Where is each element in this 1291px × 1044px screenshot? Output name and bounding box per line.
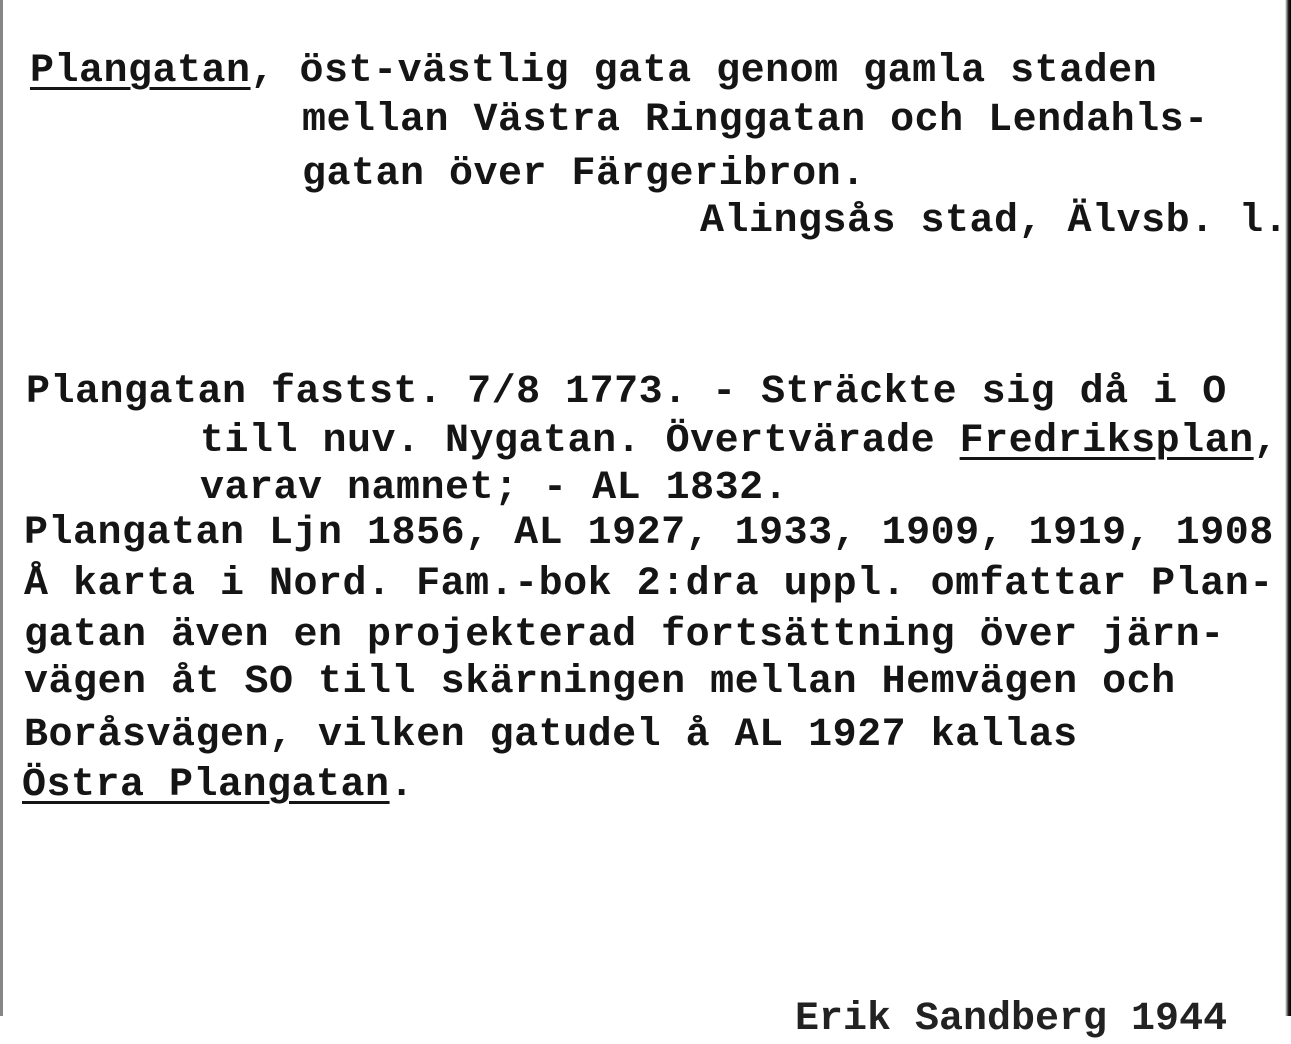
entry2-line2-post: , <box>1253 419 1279 464</box>
entry1-line2: mellan Västra Ringgatan och Lendahls- <box>302 98 1209 143</box>
entry3-line6 <box>22 762 414 810</box>
signature: Erik Sandberg 1944 <box>795 997 1228 1042</box>
card-left-edge <box>0 0 3 1016</box>
entry2-line2 <box>200 418 1278 466</box>
entry3-line4: vägen åt SO till skärningen mellan Hemvägen och <box>24 660 1176 705</box>
entry2-line2-pre: till nuv. Nygatan. Övertvärade <box>200 419 960 464</box>
entry3-line5: Boråsvägen, vilken gatudel å AL 1927 kallas <box>24 713 1078 758</box>
card-right-edge <box>1285 0 1291 1016</box>
entry1-line1 <box>30 48 1157 96</box>
entry2-line1: Plangatan fastst. 7/8 1773. - Sträckte sig då i O <box>26 370 1227 415</box>
entry3-line1: Plangatan Ljn 1856, AL 1927, 1933, 1909, 1919, 1908 <box>24 511 1274 556</box>
entry3-line3: gatan även en projekterad fortsättning över järn- <box>24 613 1225 658</box>
entry3-line2: Å karta i Nord. Fam.-bok 2:dra uppl. omfattar Plan- <box>24 562 1274 607</box>
entry1-location: Alingsås stad, Älvsb. l. <box>700 199 1289 244</box>
headword: Plangatan <box>30 49 251 94</box>
fredriksplan-link: Fredriksplan <box>959 419 1254 464</box>
entry1-line3: gatan över Färgeribron. <box>302 152 866 197</box>
entry1-line1-rest: , öst-västlig gata genom gamla staden <box>250 49 1158 94</box>
ostra-plangatan-link: Östra Plangatan <box>22 763 390 808</box>
entry3-line6-post: . <box>389 763 415 808</box>
entry2-line3: varav namnet; - AL 1832. <box>200 466 789 511</box>
